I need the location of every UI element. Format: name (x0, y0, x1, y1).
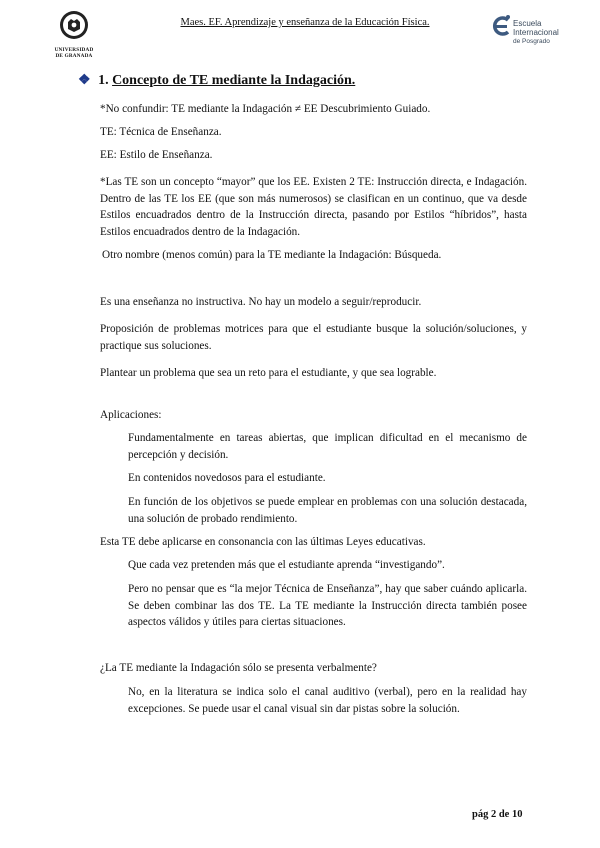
paragraph-tareas-abiertas: Fundamentalmente en tareas abiertas, que implican dificultad en el mecanismo de percepción y decisión. (128, 432, 527, 461)
paragraph-contenidos-novedosos: En contenidos novedosos para el estudiante. (128, 472, 326, 484)
section-number: 1. (98, 73, 109, 88)
paragraph-investigando: Que cada vez pretenden más que el estudiante aprenda “investigando”. (128, 559, 445, 571)
paragraph-ee-definition: EE: Estilo de Enseñanza. (100, 149, 213, 161)
document-header-title: Maes. EF. Aprendizaje y enseñanza de la Educación Física. (180, 17, 430, 28)
paragraph-te-concepto: *Las TE son un concepto “mayor” que los EE. Existen 2 TE: Instrucción directa, e Indagación. Dentro de las TE los EE (que son más numerosos) se clasifican en un continuo, que va desde Estilos encuadrados dentro de la Instrucción directa, pasando por Estilos “híbridos”, hasta Estilos encuadrados dentro de la Indagación. (100, 176, 527, 238)
university-logo (46, 10, 102, 59)
paragraph-en-funcion: En función de los objetivos se puede emplear en problemas con una solución destacada, una solución de probado rendimiento. (128, 496, 527, 525)
paragraph-leyes-educativas: Esta TE debe aplicarse en consonancia con las últimas Leyes educativas. (100, 536, 426, 548)
school-logo (490, 12, 570, 52)
paragraph-pregunta: ¿La TE mediante la Indagación sólo se presenta verbalmente? (100, 662, 377, 674)
paragraph-respuesta: No, en la literatura se indica solo el canal auditivo (verbal), pero en la realidad hay excepciones. Se puede usar el canal visual sin dar pistas sobre la solución. (128, 686, 527, 715)
page-number: pág 2 de 10 (472, 809, 523, 820)
paragraph-otro-nombre: Otro nombre (menos común) para la TE mediante la Indagación: Búsqueda. (102, 249, 442, 261)
paragraph-mejor-tecnica: Pero no pensar que es “la mejor Técnica de Enseñanza”, hay que saber cuándo aplicarla. Se deben combinar las dos TE. La TE mediante la Instrucción directa también posee aspectos válidos y útiles para ciertas situaciones. (128, 583, 527, 628)
section-title: Concepto de TE mediante la Indagación. (112, 73, 356, 88)
paragraph-te-definition: TE: Técnica de Enseñanza. (100, 126, 222, 138)
paragraph-aplicaciones: Aplicaciones: (100, 409, 162, 421)
school-logo-icon (490, 14, 512, 38)
section-heading (78, 72, 355, 89)
paragraph-plantear: Plantear un problema que sea un reto para el estudiante, y que sea lograble. (100, 367, 437, 379)
university-name: UNIVERSIDAD DE GRANADA (54, 47, 94, 59)
diamond-bullet-icon: ❖ (78, 73, 91, 88)
university-seal-icon (59, 10, 89, 40)
school-name: Escuela Internacional de Posgrado (513, 19, 559, 45)
paragraph-proposicion: Proposición de problemas motrices para que el estudiante busque la solución/soluciones, y practique sus soluciones. (100, 323, 527, 352)
paragraph-no-confundir: *No confundir: TE mediante la Indagación ≠ EE Descubrimiento Guiado. (100, 103, 431, 115)
paragraph-no-instructiva: Es una enseñanza no instructiva. No hay un modelo a seguir/reproducir. (100, 296, 422, 308)
